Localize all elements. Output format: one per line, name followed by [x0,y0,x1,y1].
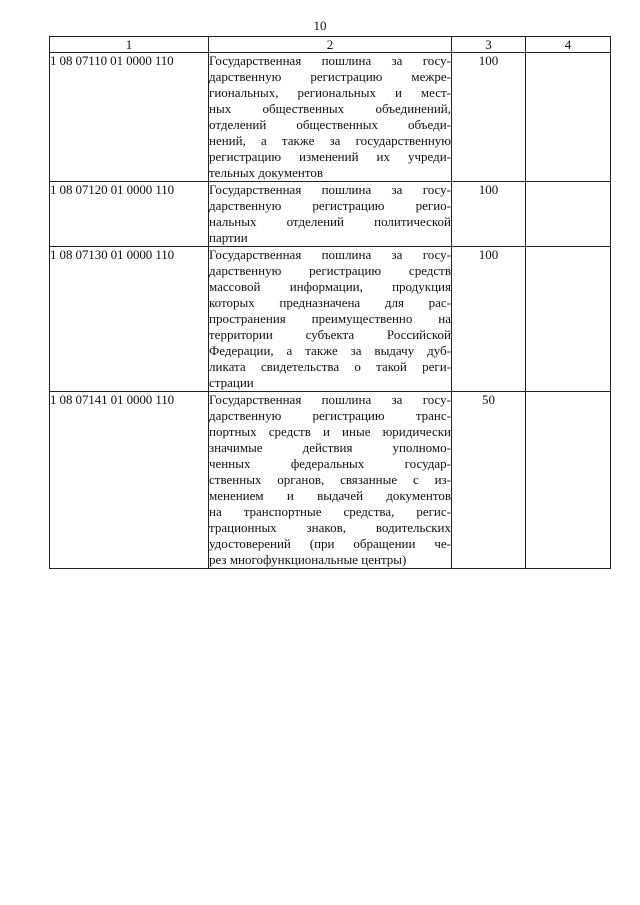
column-4-cell [526,182,611,247]
amount-cell: 100 [452,182,526,247]
header-col-4: 4 [526,37,611,53]
description-line: нальных отделений политической [209,214,451,229]
table-row [50,53,611,182]
header-col-1: 1 [50,37,209,53]
description-line: ственных органов, связанные с из- [209,472,451,487]
description-cell [209,53,452,182]
description-line: менением и выдачей документов [209,488,451,503]
column-4-cell [526,392,611,569]
column-4-cell [526,53,611,182]
description-line: Государственная пошлина за госу- [209,392,451,407]
description-line: которых предназначена для рас- [209,295,451,310]
description-line: ликата свидетельства о такой реги- [209,359,451,374]
description-line: ных общественных объединений, [209,101,451,116]
header-col-3: 3 [452,37,526,53]
description-line: дарственную регистрацию транс- [209,408,451,423]
description-line: Государственная пошлина за госу- [209,53,451,68]
description-line: гиональных, региональных и мест- [209,85,451,100]
budget-code-cell: 1 08 07110 01 0000 110 [50,53,209,182]
description-line: значимые действия уполномо- [209,440,451,455]
description-line: дарственную регистрацию регио- [209,198,451,213]
description-line: страции [209,375,254,390]
description-cell [209,182,452,247]
description-line: отделений общественных объеди- [209,117,451,132]
table-row [50,392,611,569]
description-line: Государственная пошлина за госу- [209,182,451,197]
description-line: рез многофункциональные центры) [209,552,407,567]
amount-cell: 100 [452,247,526,392]
budget-code-cell: 1 08 07130 01 0000 110 [50,247,209,392]
header-row [50,37,611,53]
description-line: тельных документов [209,165,323,180]
description-line: дарственную регистрацию межре- [209,69,451,84]
amount-cell: 100 [452,53,526,182]
description-line: пространения преимущественно на [209,311,451,326]
description-line: дарственную регистрацию средств [209,263,451,278]
description-line: массовой информации, продукция [209,279,451,294]
budget-code-cell: 1 08 07141 01 0000 110 [50,392,209,569]
column-4-cell [526,247,611,392]
fee-table [49,36,611,569]
description-cell [209,392,452,569]
description-cell [209,247,452,392]
description-line: удостоверений (при обращении че- [209,536,451,551]
header-col-2: 2 [209,37,452,53]
table-row [50,182,611,247]
description-line: нений, а также за государственную [209,133,451,148]
amount-cell: 50 [452,392,526,569]
description-line: регистрацию изменений их учреди- [209,149,451,164]
budget-code-cell: 1 08 07120 01 0000 110 [50,182,209,247]
description-line: на транспортные средства, регис- [209,504,451,519]
description-line: территории субъекта Российской [209,327,451,342]
description-line: портных средств и иные юридически [209,424,451,439]
description-line: Федерации, а также за выдачу дуб- [209,343,451,358]
description-line: партии [209,230,248,245]
description-line: Государственная пошлина за госу- [209,247,451,262]
page-number: 10 [313,18,327,33]
description-line: ченных федеральных государ- [209,456,451,471]
description-line: трационных знаков, водительских [209,520,451,535]
table-row [50,247,611,392]
